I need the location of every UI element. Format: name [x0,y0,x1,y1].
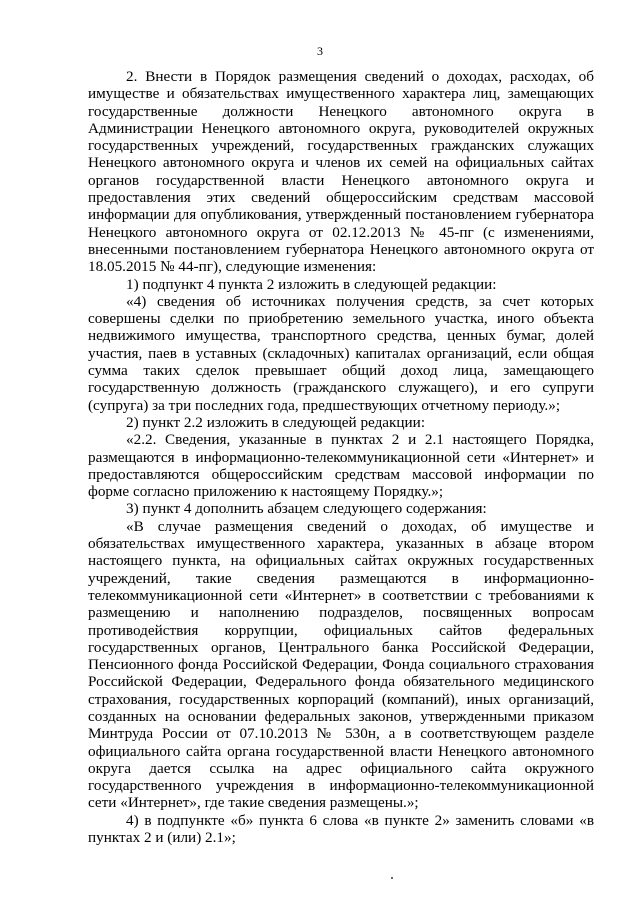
paragraph-item-2: 2) пункт 2.2 изложить в следующей редакции: [126,413,426,431]
paragraph-item-2-text: «2.2. Сведения, указанные в пунктах 2 и 2.1 настоящего Порядка, размещаются в информационно-телекоммуникационной сети «Интернет» и предоставляются общероссийским средствам массовой информации по форме согласно приложению к настоящему Порядку.»; [88,431,594,501]
paragraph-item-4: 4) в подпункте «б» пункта 6 слова «в пункте 2» заменить словами «в пунктах 2 и (или) 2.1»; [88,811,594,847]
paragraph-item-1-text: «4) сведения об источниках получения средств, за счет которых совершены сделки по приобретению земельного участка, иного объекта недвижимого имущества, транспортного средства, ценных бумаг, долей участия, паев в уставных (складочных) капиталах организаций, если общая сумма таких сделок превышает общий доход лица, замещающего государственную должность (гражданского служащего), и его супруги (супруга) за три последних года, предшествующих отчетному периоду.»; [88,292,594,414]
paragraph-item-1: 1) подпункт 4 пункта 2 изложить в следующей редакции: [126,275,497,293]
paragraph-item-3: 3) пункт 4 дополнить абзацем следующего содержания: [126,500,487,518]
paragraph-item-3-text: «В случае размещения сведений о доходах, об имуществе и обязательствах имущественного характера, указанных в абзаце втором настоящего пункта, на официальных сайтах окружных государственных учреждений, такие сведения размещаются в информационно-телекоммуникационной сети «Интернет» в соответствии с требованиями к размещению и наполнению подразделов, посвященных вопросам противодействия коррупции, официальных сайтов федеральных государственных органов, Центрального банка Российской Федерации, Пенсионного фонда Российской Федерации, Фонда социального страхования Российской Федерации, Федерального фонда обязательного медицинского страхования, государственных корпораций (компаний), иных организаций, созданных на основании федеральных законов, утвержденными приказом Минтруда России от 07.10.2013 № 530н, а в соответствующем разделе официального сайта органа государственной власти Ненецкого автономного округа дается ссылка на адрес официального сайта окружного государственного учреждения в информационно-телекоммуникационной сети «Интернет», где такие сведения размещены.»; [88,517,594,812]
scan-speck [391,877,393,879]
paragraph-amendment-intro: 2. Внести в Порядок размещения сведений о доходах, расходах, об имуществе и обязательствах имущественного характера лиц, замещающих государственные должности Ненецкого автономного округа в Администрации Ненецкого автономного округа, руководителей окружных государственных учреждений, государственных гражданских служащих Ненецкого автономного округа и членов их семей на официальных сайтах органов государственной власти Ненецкого автономного округа и предоставления этих сведений общероссийским средствам массовой информации для опубликования, утвержденный постановлением губернатора Ненецкого автономного округа от 02.12.2013 № 45-пг (с изменениями, внесенными постановлением губернатора Ненецкого автономного округа от 18.05.2015 № 44-пг), следующие изменения: [88,68,594,276]
page-number: 3 [317,44,323,58]
document-body [88,68,594,846]
